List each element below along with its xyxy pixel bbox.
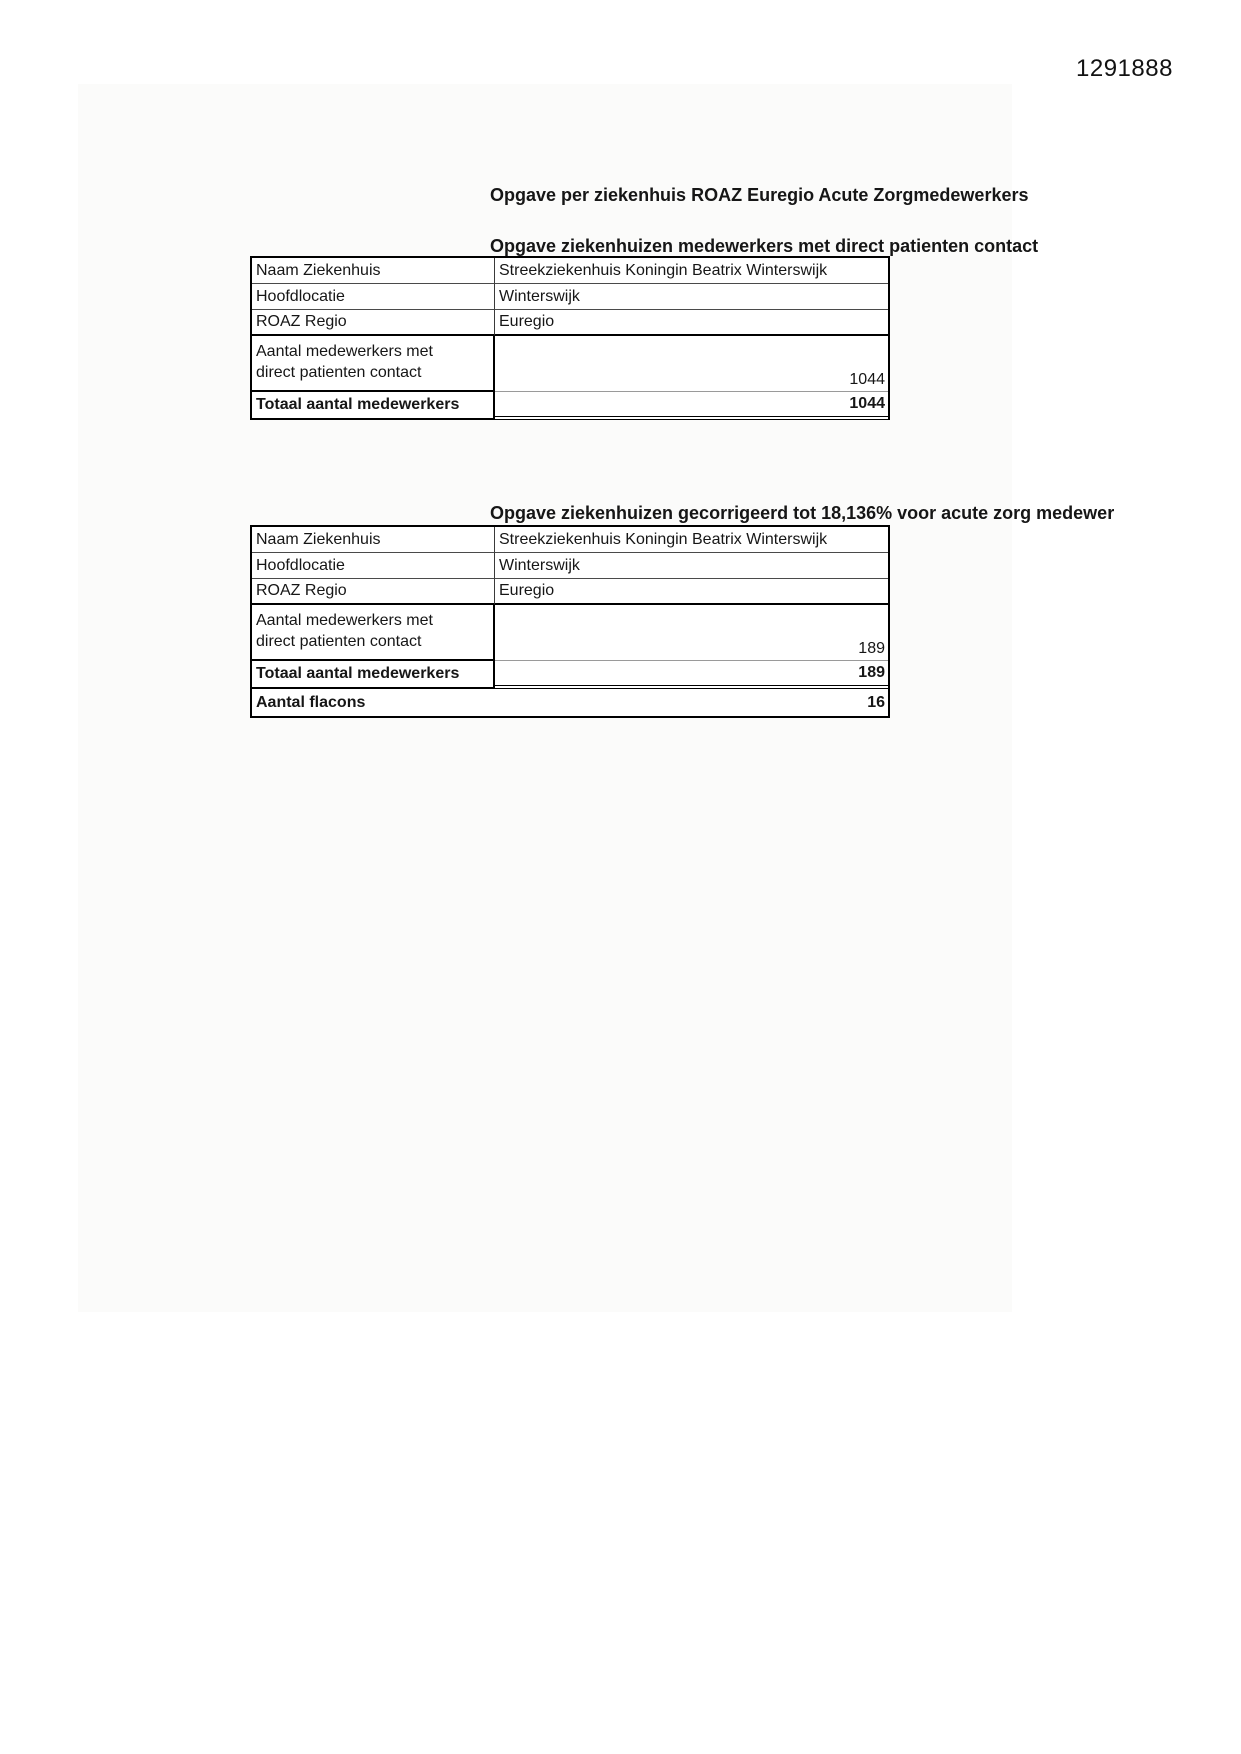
row-value: Streekziekenhuis Koningin Beatrix Winterswijk (495, 527, 888, 553)
row-label-text: Aantal medewerkers met direct patienten contact (256, 612, 433, 650)
row-label: Totaal aantal medewerkers (252, 661, 495, 689)
row-value: Winterswijk (495, 284, 888, 310)
row-label: Aantal flacons (256, 693, 366, 711)
row-value: 1044 (495, 392, 888, 420)
row-label-text: Aantal medewerkers met direct patienten contact (256, 343, 433, 381)
table-row (252, 310, 888, 336)
table-total-row (252, 661, 888, 689)
row-label (252, 336, 495, 392)
table-row (252, 284, 888, 310)
row-label: Naam Ziekenhuis (252, 527, 495, 553)
row-value: 189 (495, 605, 888, 661)
table-row (252, 527, 888, 553)
row-value: Winterswijk (495, 553, 888, 579)
table-row (252, 579, 888, 605)
row-label: ROAZ Regio (252, 310, 495, 336)
row-value: Streekziekenhuis Koningin Beatrix Winterswijk (495, 258, 888, 284)
table-employees-direct-contact (250, 256, 890, 420)
page-title: Opgave per ziekenhuis ROAZ Euregio Acute Zorgmedewerkers (490, 185, 1029, 205)
row-value: Euregio (495, 310, 888, 336)
table-2-heading: Opgave ziekenhuizen gecorrigeerd tot 18,136% voor acute zorg medewer (490, 503, 1115, 523)
table-row (252, 258, 888, 284)
row-value: 16 (867, 693, 885, 711)
row-value: Euregio (495, 579, 888, 605)
row-value: 1044 (495, 336, 888, 392)
row-label: Naam Ziekenhuis (252, 258, 495, 284)
table-employees-corrected (250, 525, 890, 718)
table-1-heading: Opgave ziekenhuizen medewerkers met direct patienten contact (490, 236, 1039, 256)
table-row (252, 336, 888, 392)
row-label (252, 605, 495, 661)
row-label: Hoofdlocatie (252, 553, 495, 579)
table-row (252, 553, 888, 579)
table-total-row (252, 392, 888, 420)
row-label: Totaal aantal medewerkers (252, 392, 495, 420)
row-label: Hoofdlocatie (252, 284, 495, 310)
table-row (252, 605, 888, 661)
row-value: 189 (495, 661, 888, 689)
bates-number: 1291888 (1076, 55, 1173, 82)
row-label: ROAZ Regio (252, 579, 495, 605)
table-row-flacons (252, 689, 888, 716)
